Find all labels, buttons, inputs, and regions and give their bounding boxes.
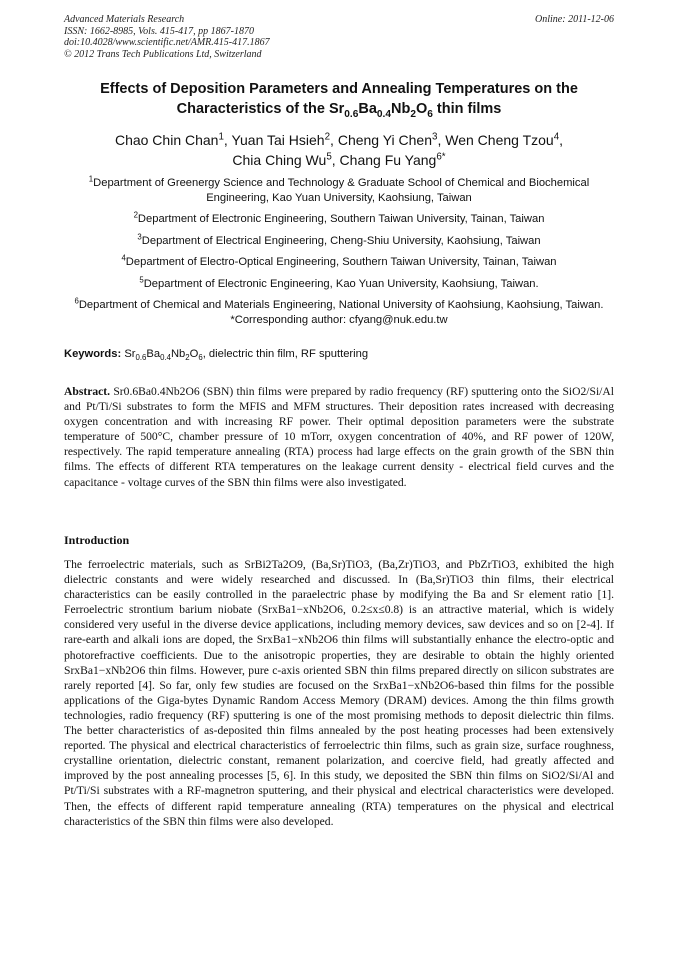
introduction-text: The ferroelectric materials, such as SrBi2Ta2O9, (Ba,Sr)TiO3, (Ba,Zr)TiO3, and PbZrTiO3, exhibited the high dielectric constants and were widely researched and discussed. In (Ba,Sr)TiO3 thin films, their electrical characteristics can be easily controlled in the paraelectric phase by modifying the Ba and Sr element ratio [1]. Ferroelectric strontium barium niobate (SrxBa1−xNb2O6, 0.2≤x≤0.8) is an attractive material, which is widely considered very useful in the diverse device applications, including memory devices, saw devices and so on [2-4]. If rare-earth and alkali ions are doped, the SrxBa1−xNb2O6 thin films will substantially enhance the electro-optic and photorefractive coefficients. Due to the anisotropic properties, they are desirable to obtain the highly oriented SrxBa1−xNb2O6 thin films. However, pure c-axis oriented SBN thin films prepared directly on silicon substrates are rarely reported [4]. So far, only few studies are focused on the SrxBa1−xNb2O6-based thin films for the possible applications of the Giga-bytes Dynamic Random Access Memory (DRAM) devices. Among the thin films growth technologies, radio frequency (RF) sputtering is one of the most promising methods to deposit dielectric thin films. The better characteristics of as-deposited thin films annealed by the post heating processes had been extensively reported. The physical and electrical characteristics of ferroelectric thin films, such as grain size, surface roughness, crystalline orientation, dielectric constant, remanent polarization, and coercive field, had greatly affected and improved by the post annealing processes [5, 6]. In this study, we deposited the SBN thin films on SiO2/Si/Al and Pt/Ti/Si substrates with a RF-magnetron sputtering, and their physical and electrical characteristics were developed. Then, the effects of different rapid temperature annealing (RTA) temperatures on the physical and electrical characteristics of the SBN thin films were also developed. [64,558,614,828]
journal-header [64,14,614,60]
affiliation: $^1$Department of Greenergy Science and Technology & Graduate School of Chemical and Biochemical Engineering, Kao Yuan University, Kaohsiung, Taiwan [88,174,590,204]
author: Chia Ching Wu [232,152,327,168]
affiliation: $^5$Department of Electronic Engineering, Kao Yuan University, Kaohsiung, Taiwan. [139,274,539,290]
title-line-1: Effects of Deposition Parameters and Annealing Temperatures on the [100,81,578,97]
title-line-2: Characteristics of the $Sr_{0.6}Ba_{0.4}Nb_2O_6$ thin films [176,101,502,120]
affiliation: $^6$Department of Chemical and Materials Engineering, National University of Kaohsiung, Kaohsiung, Taiwan. *Corresponding author: cfyang@nuk.edu.tw [74,296,604,326]
journal-name: Advanced Materials Research [64,14,185,25]
author: Cheng Yi Chen [337,132,433,148]
paper-title [64,79,614,119]
author: Yuan Tai Hsieh [231,132,325,148]
journal-issn: ISSN: 1662-8985, Vols. 415-417, pp 1867-1870 [64,25,254,37]
author-list [64,130,614,170]
journal-doi: doi:10.4028/www.scientific.net/AMR.415-417.1867 [64,37,270,48]
online-date: Online: 2011-12-06 [535,14,614,25]
keywords-label: Keywords: [64,348,122,360]
author-line-1: Chao Chin Chan$^1$, Yuan Tai Hsieh$^2$, Cheng Yi Chen$^3$, Wen Cheng Tzou$^4$, [114,131,564,148]
author: Chao Chin Chan [114,132,219,148]
author: Chang Fu Yang [339,152,437,168]
abstract-label: Abstract. [64,385,111,398]
author: Wen Cheng Tzou [445,132,554,148]
affiliation: $^4$Department of Electro-Optical Engineering, Southern Taiwan University, Tainan, Taiwan [121,253,557,268]
journal-copyright: © 2012 Trans Tech Publications Ltd, Switzerland [64,48,262,60]
affiliation: $^2$Department of Electronic Engineering, Southern Taiwan University, Tainan, Taiwan [133,210,545,225]
author-line-2: Chia Ching Wu$^5$, Chang Fu Yang$^{6*}$ [232,151,446,168]
affiliation-list [60,176,618,334]
keywords: Keywords: $Sr_{0.6}Ba_{0.4}Nb_2O_6$, dielectric thin film, RF sputtering [64,348,369,363]
abstract-text: Sr0.6Ba0.4Nb2O6 (SBN) thin films were prepared by radio frequency (RF) sputtering onto the SiO2/Si/Al and Pt/Ti/Si substrates to form the MFIS and MFM structures. Their deposition rates increased with decreasing oxygen concentration and with increasing RF power. Their optimal deposition parameters were the substrate temperature of 500°C, chamber pressure of 10 mTorr, oxygen concentration of 40%, and RF power of 120W, respectively. The rapid temperature annealing (RTA) process had large effects on the grain growth of the SBN thin films. The effects of different RTA temperatures on the leakage current density - electrical field curves and the capacitance - voltage curves of the SBN thin films were also investigated. [64,385,614,489]
affiliation: $^3$Department of Electrical Engineering, Cheng-Shiu University, Kaohsiung, Taiwan [137,231,541,247]
section-heading: Introduction [64,533,130,547]
abstract [64,384,614,490]
